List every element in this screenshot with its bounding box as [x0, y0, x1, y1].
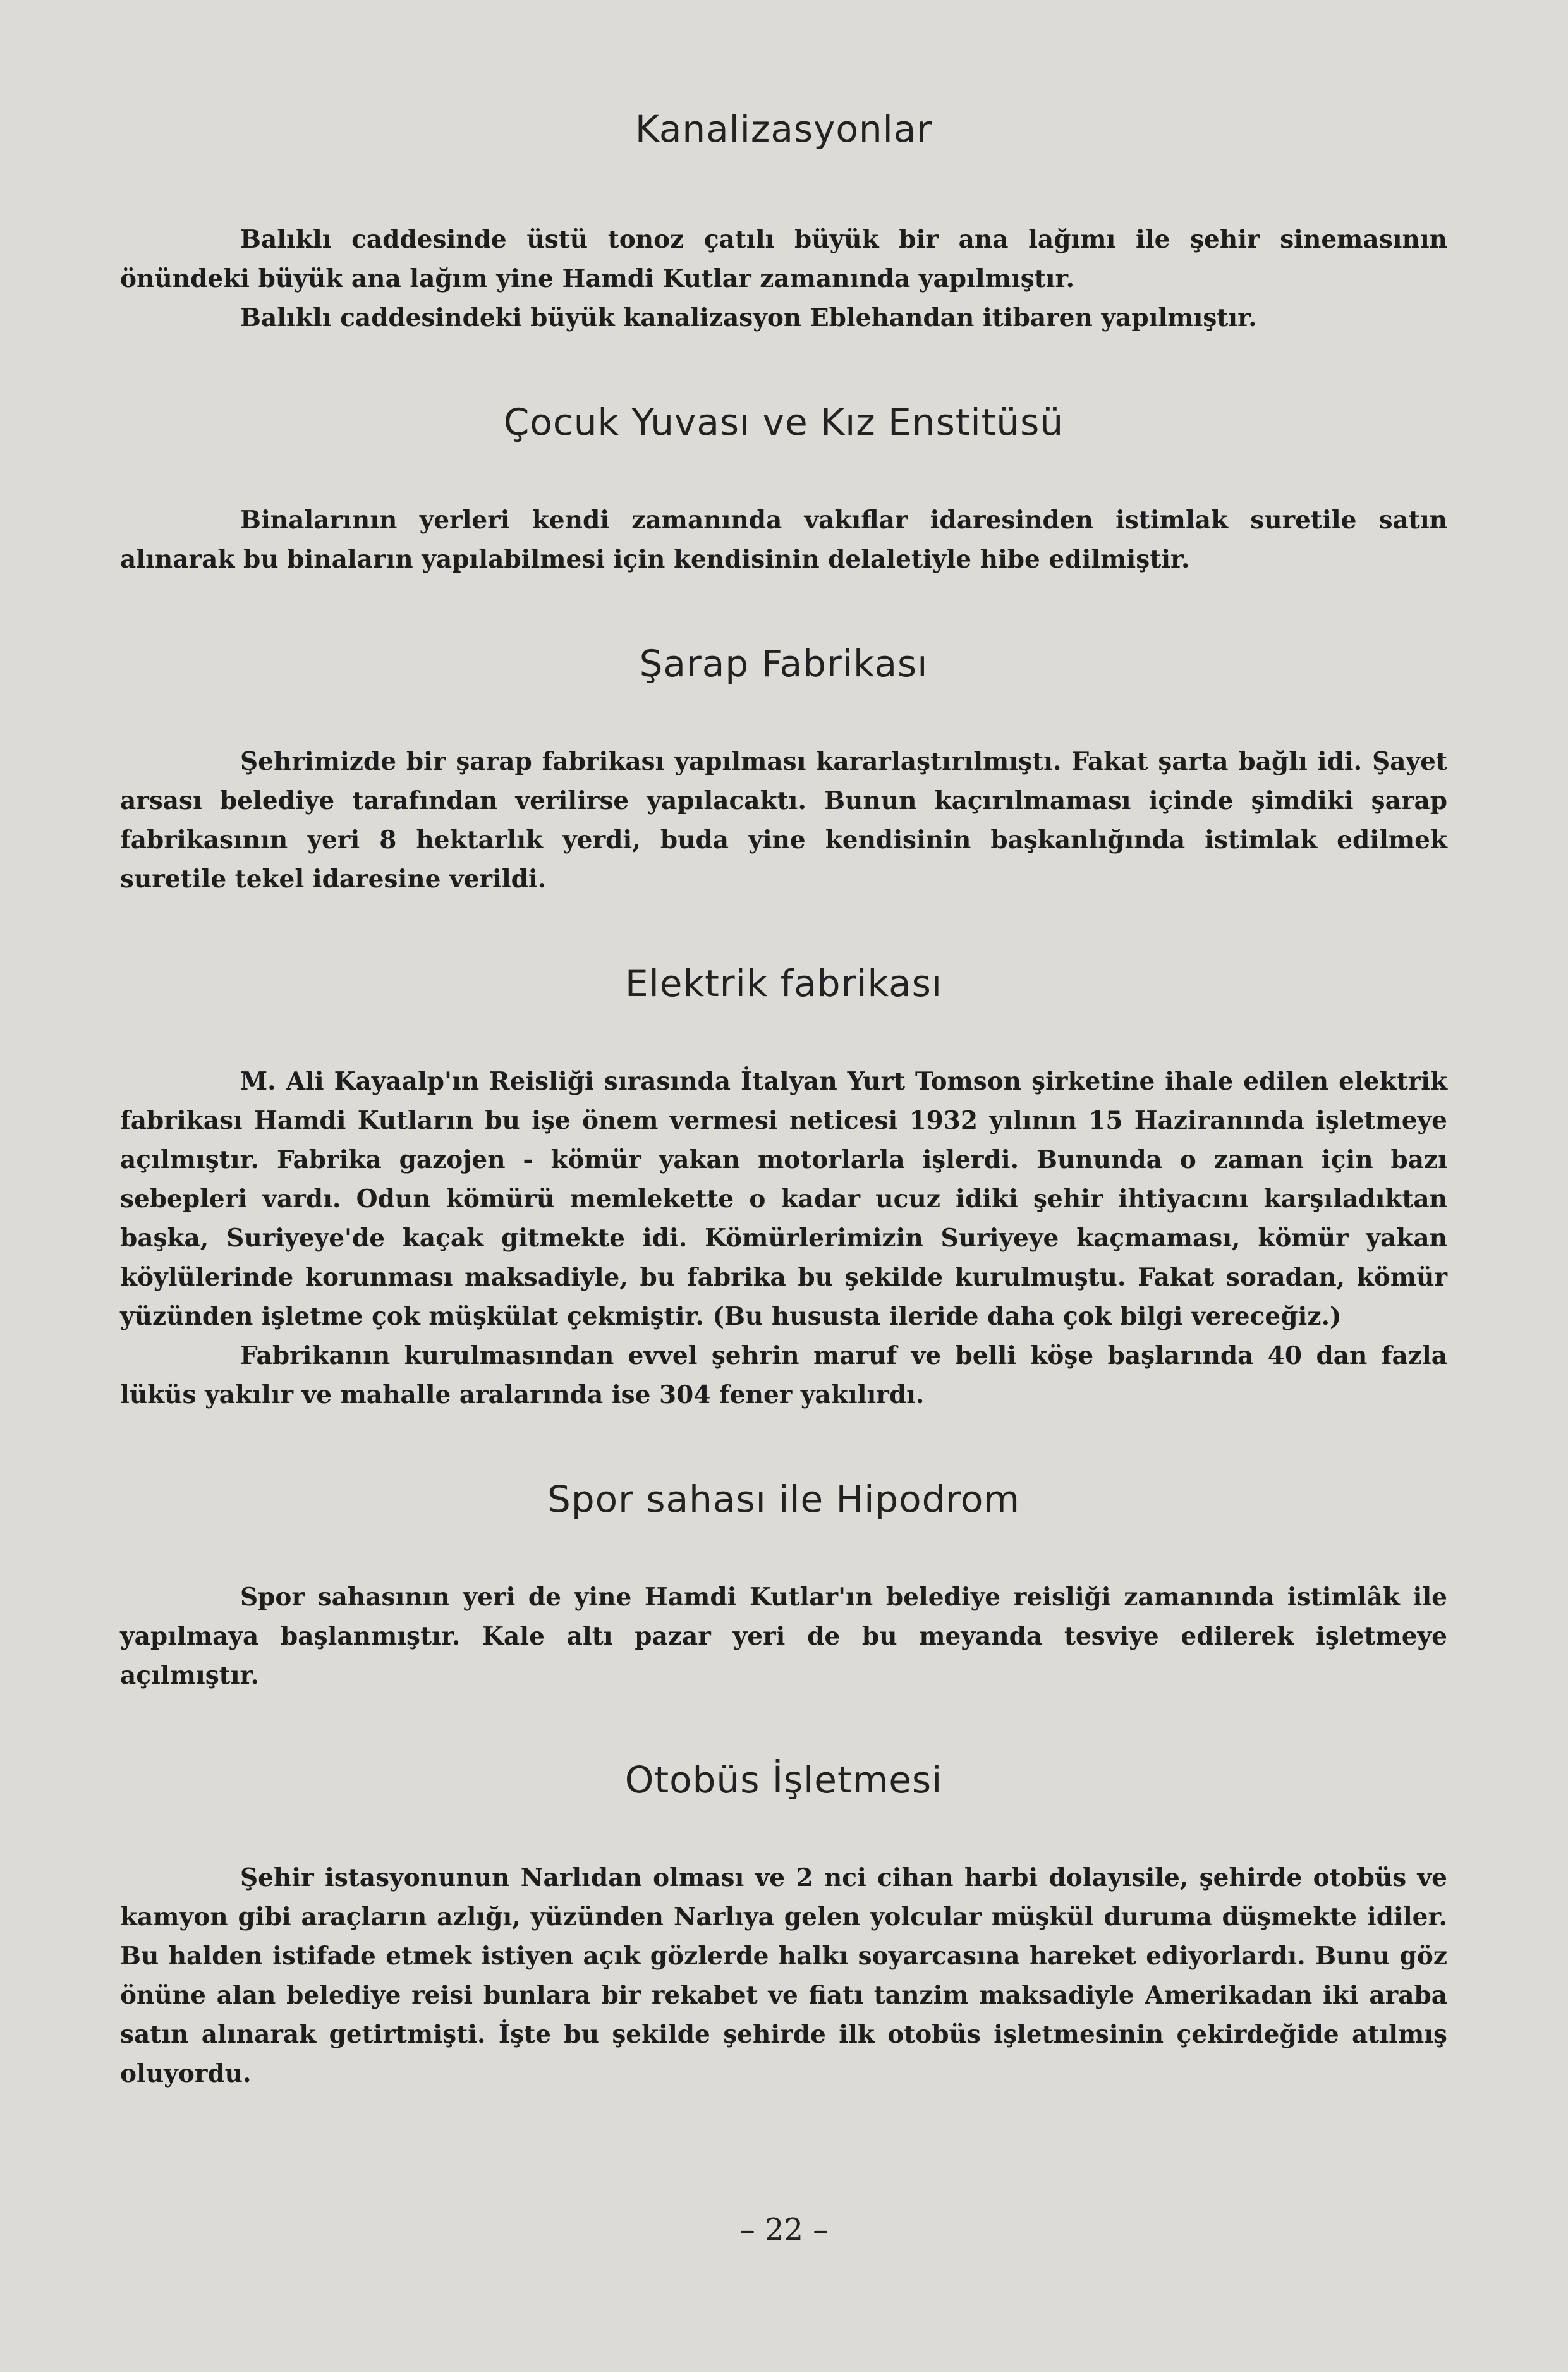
- paragraph: Spor sahasının yeri de yine Hamdi Kutlar'ın belediye reisliği zamanında istimlâk ile yapılmaya başlanmıştır. Kale altı pazar yeri de bu meyanda tesviye edilerek işletmeye açılmıştır.: [120, 1583, 1447, 1690]
- paragraph: Şehrimizde bir şarap fabrikası yapılması kararlaştırılmıştı. Fakat şarta bağlı idi. Şayet arsası belediye tarafından verilirse yapılacaktı. Bunun kaçırılmaması içinde şimdiki şarap fabrikasının yeri 8 hektarlık yerdi, buda yine kendisinin başkanlığında istimlak edilmek suretile tekel idaresine verildi.: [120, 747, 1447, 894]
- page-content: [120, 107, 1447, 2093]
- paragraph: Balıklı caddesindeki büyük kanalizasyon Eblehandan itibaren yapılmıştır.: [240, 303, 1257, 332]
- heading-kanalizasyonlar: Kanalizasyonlar: [635, 107, 933, 150]
- heading-sarap-fabrikasi: Şarap Fabrikası: [639, 642, 928, 685]
- heading-otobus-isletmesi: Otobüs İşletmesi: [624, 1758, 943, 1801]
- heading-spor-sahasi: Spor sahası ile Hipodrom: [547, 1478, 1020, 1521]
- paragraph: Balıklı caddesinde üstü tonoz çatılı büyük bir ana lağımı ile şehir sinemasının önündeki büyük ana lağım yine Hamdi Kutlar zamanında yapılmıştır.: [120, 225, 1447, 293]
- paragraph: Şehir istasyonunun Narlıdan olması ve 2 nci cihan harbi dolayısile, şehirde otobüs ve kamyon gibi araçların azlığı, yüzünden Narlıya gelen yolcular müşkül duruma düşmekte idiler. Bu halden istifade etmek istiyen açık gözlerde halkı soyarcasına hareket ediyorlardı. Bunu göz önüne alan belediye reisi bunlara bir rekabet ve fiatı tanzim maksadiyle Amerikadan iki araba satın alınarak getirtmişti. İşte bu şekilde şehirde ilk otobüs işletmesinin çekirdeğide atılmış oluyordu.: [120, 1863, 1447, 2088]
- paragraph: M. Ali Kayaalp'ın Reisliği sırasında İtalyan Yurt Tomson şirketine ihale edilen elektrik fabrikası Hamdi Kutların bu işe önem vermesi neticesi 1932 yılının 15 Haziranında işletmeye açılmıştır. Fabrika gazojen - kömür yakan motorlarla işlerdi. Bununda o zaman için bazı sebepleri vardı. Odun kömürü memlekette o kadar ucuz idiki şehir ihtiyacını karşıladıktan başka, Suriyeye'de kaçak gitmekte idi. Kömürlerimizin Suriyeye kaçmaması, kömür yakan köylülerinde korunması maksadiyle, bu fabrika bu şekilde kurulmuştu. Fakat soradan, kömür yüzünden işletme çok müşkülat çekmiştir. (Bu hususta ileride daha çok bilgi vereceğiz.): [120, 1067, 1447, 1331]
- page-number: – 22 –: [739, 2212, 829, 2247]
- paragraph: Fabrikanın kurulmasından evvel şehrin maruf ve belli köşe başlarında 40 dan fazla lüküs yakılır ve mahalle aralarında ise 304 fener yakılırdı.: [120, 1341, 1447, 1409]
- heading-elektrik-fabrikasi: Elektrik fabrikası: [625, 962, 942, 1005]
- paragraph: Binalarının yerleri kendi zamanında vakıflar idaresinden istimlak suretile satın alınarak bu binaların yapılabilmesi için kendisinin delaletiyle hibe edilmiştir.: [120, 506, 1447, 574]
- heading-cocuk-yuvasi: Çocuk Yuvası ve Kız Enstitüsü: [503, 401, 1064, 444]
